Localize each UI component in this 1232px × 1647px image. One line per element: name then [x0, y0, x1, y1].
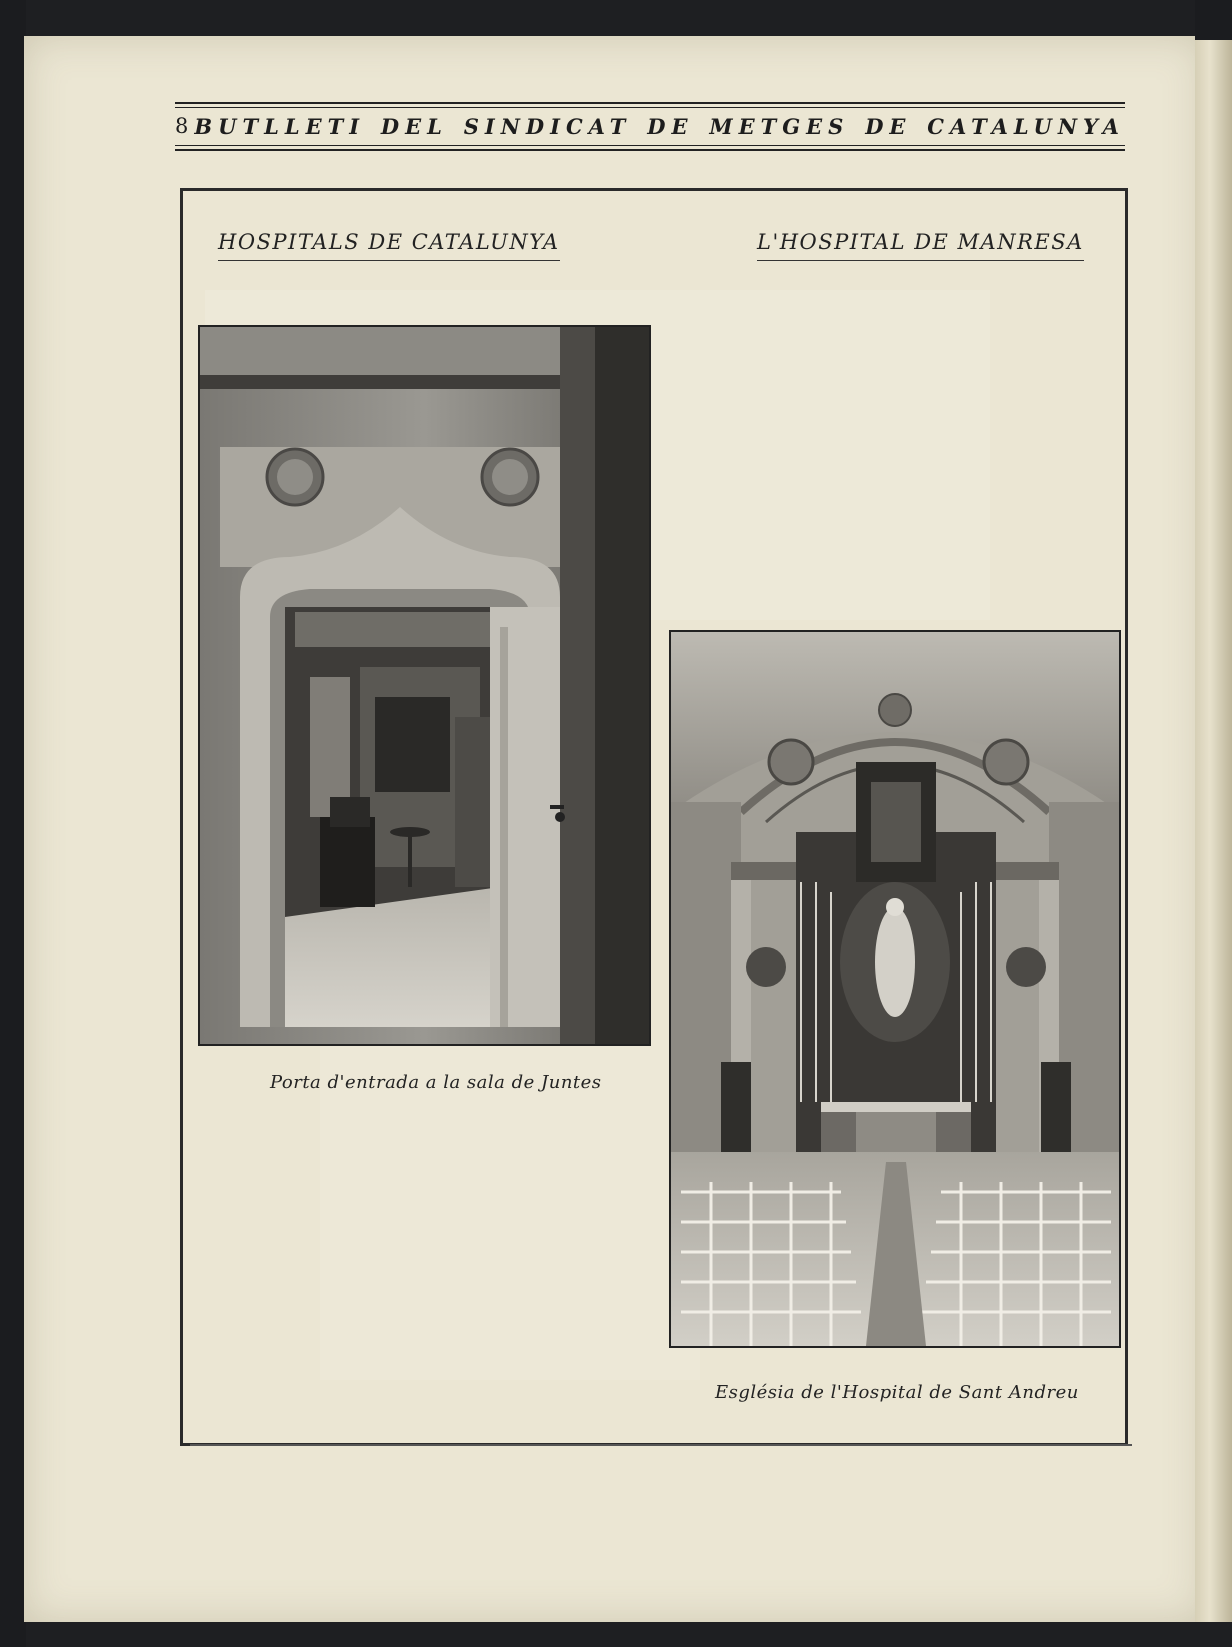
caption-church: Església de l'Hospital de Sant Andreu [715, 1382, 1079, 1403]
head-word: DE [865, 113, 912, 139]
journal-title [194, 114, 1125, 139]
doorway-photo [198, 325, 651, 1046]
scan-background-top-right [1195, 0, 1232, 40]
running-head [175, 100, 1125, 156]
section-title-left: HOSPITALS DE CATALUNYA [218, 226, 560, 261]
head-word: DE [647, 113, 694, 139]
head-word: BUTLLETI [194, 113, 366, 139]
frame-bottom-shadow [190, 1444, 1132, 1446]
page-right-edge [1195, 36, 1232, 1622]
head-word: CATALUNYA [927, 113, 1125, 139]
head-rule-bottom-thin [175, 145, 1125, 146]
church-interior-photo [669, 630, 1121, 1348]
section-title-right: L'HOSPITAL DE MANRESA [757, 226, 1084, 261]
head-word: SINDICAT [463, 113, 632, 139]
head-rule-bottom [175, 149, 1125, 151]
head-rule-top [175, 102, 1125, 104]
head-rule-top-thin [175, 107, 1125, 108]
running-head-text [175, 110, 1125, 142]
caption-doorway: Porta d'entrada a la sala de Juntes [270, 1072, 602, 1093]
church-interior-illustration [671, 632, 1119, 1346]
doorway-photo-illustration [200, 327, 649, 1044]
head-word: METGES [709, 113, 850, 139]
scan-background-left [0, 0, 26, 1647]
page-number: 8 [175, 114, 189, 138]
head-word: DEL [380, 113, 448, 139]
